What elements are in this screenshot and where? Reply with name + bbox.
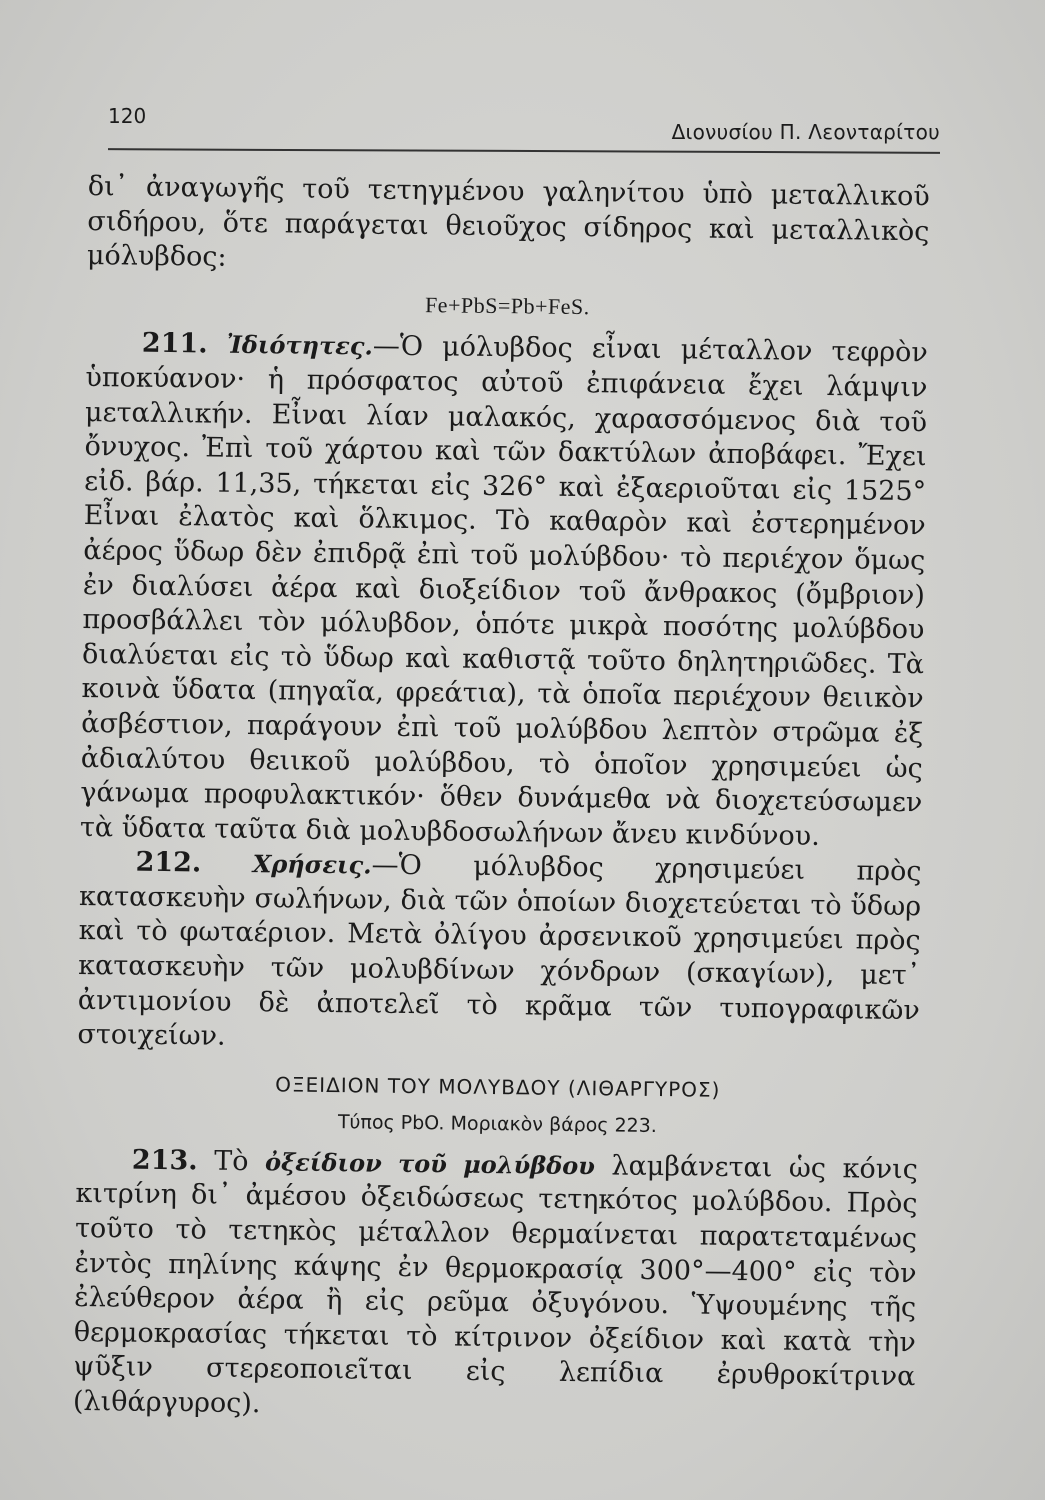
section-212-heading: Χρήσεις. bbox=[252, 849, 372, 880]
section-213-lead: Τὸ bbox=[214, 1145, 249, 1177]
section-213-text: λαμβάνεται ὡς κόνις κιτρίνη δι᾿ ἀμέσου ὀξειδώσεως τετηκότος μολύβδου. Πρὸς τοῦτο τὸ τετηκὸς μέταλλον θερμαίνεται παρατεταμένως ἐντὸς πηλίνης κάψης ἐν θερμοκρασίᾳ 300°—400° εἰς τὸν ἐλεύθερον ἀέρα ἢ εἰς ρεῦμα ὀξυγόνου. Ὑψουμένης τῆς θερμοκρασίας τήκεται τὸ κίτρινον ὀξείδιον καὶ κατὰ τὴν ψῦξιν στερεοποιεῖται εἰς λεπίδια ἐρυθροκίτρινα (λιθάργυρος). bbox=[72, 1150, 919, 1420]
section-212-paragraph bbox=[77, 845, 921, 1063]
page-header bbox=[108, 98, 940, 156]
section-212-text: —Ὁ μόλυβδος χρησιμεύει πρὸς κατασκευὴν σωλήνων, διὰ τῶν ὁποίων διοχετεύεται τὸ ὕδωρ καὶ τὸ φωταέριον. Μετὰ ὀλίγου ἀρσενικοῦ χρησιμεύει πρὸς κατασκευὴν τῶν μολυβδίνων χόνδρων (σκαγίων), μετ᾿ ἀντιμονίου δὲ ἀποτελεῖ τὸ κρᾶμα τῶν τυπογραφικῶν στοιχείων. bbox=[77, 849, 922, 1052]
header-rule bbox=[108, 148, 940, 154]
section-211-number: 211. bbox=[141, 328, 208, 360]
page-number: 120 bbox=[108, 104, 147, 128]
section-211-heading: Ἰδιότητες. bbox=[226, 330, 373, 361]
section-213-number: 213. bbox=[131, 1144, 198, 1177]
section-212-number: 212. bbox=[135, 846, 202, 879]
running-head: Διονυσίου Π. Λεονταρίτου bbox=[671, 120, 940, 144]
intro-text: δι᾿ ἀναγωγῆς τοῦ τετηγμένου γαληνίτου ὑπὸ μεταλλικοῦ σιδήρου, ὅτε παράγεται θειοῦχος σίδηρος καὶ μεταλλικὸς μόλυβδος: bbox=[86, 170, 930, 273]
section-213-emphasis: ὀξείδιον τοῦ μολύβδου bbox=[264, 1147, 596, 1181]
reaction-equation: Fe+PbS=Pb+FeS. bbox=[424, 291, 590, 319]
section-211-text: —Ὁ μόλυβδος εἶναι μέταλλον τεφρὸν ὑποκύανον· ἡ πρόσφατος αὐτοῦ ἐπιφάνεια ἔχει λάμψιν μεταλλικήν. Εἶναι λίαν μαλακός, χαρασσόμενος διὰ τοῦ ὄνυχος. Ἐπὶ τοῦ χάρτου καὶ τῶν δακτύλων ἀποβάφει. Ἔχει εἰδ. βάρ. 11,35, τήκεται εἰς 326° καὶ ἐξαεριοῦται εἰς 1525° Εἶναι ἐλατὸς καὶ ὅλκιμος. Τὸ καθαρὸν καὶ ἐστερημένον ἀέρος ὕδωρ δὲν ἐπιδρᾷ ἐπὶ τοῦ μολύβδου· τὸ περιέχον ὅμως ἐν διαλύσει ἀέρα καὶ διοξείδιον τοῦ ἄνθρακος (ὄμβριον) προσβάλλει τὸν μόλυβδον, ὁπότε μικρὰ ποσότης μολύβδου διαλύεται εἰς τὸ ὕδωρ καὶ καθιστᾷ τοῦτο δηλητηριῶδες. Τὰ κοινὰ ὕδατα (πηγαῖα, φρεάτια), τὰ ὁποῖα περιέχουν θειικὸν ἀσβέστιον, παράγουν ἐπὶ τοῦ μολύβδου λεπτὸν στρῶμα ἐξ ἀδιαλύτου θειικοῦ μολύβδου, τὸ ὁποῖον χρησιμεύει ὡς γάνωμα προφυλακτικόν· ὅθεν δυνάμεθα νὰ διοχετεύσωμεν τὰ ὕδατα ταῦτα διὰ μολυβδοσωλήνων ἄνευ κινδύνου. bbox=[79, 330, 929, 852]
oxide-formula-line: Τύπος PbO. Μοριακὸν βάρος 223. bbox=[337, 1110, 657, 1137]
section-213-paragraph bbox=[73, 1143, 918, 1430]
body-text bbox=[73, 170, 930, 1430]
oxide-section-title: ΟΞΕΙΔΙΟΝ ΤΟΥ ΜΟΛΥΒΔΟΥ (ΛΙΘΑΡΓΥΡΟΣ) bbox=[275, 1072, 721, 1102]
section-211-paragraph bbox=[80, 326, 928, 855]
intro-paragraph bbox=[87, 170, 930, 284]
